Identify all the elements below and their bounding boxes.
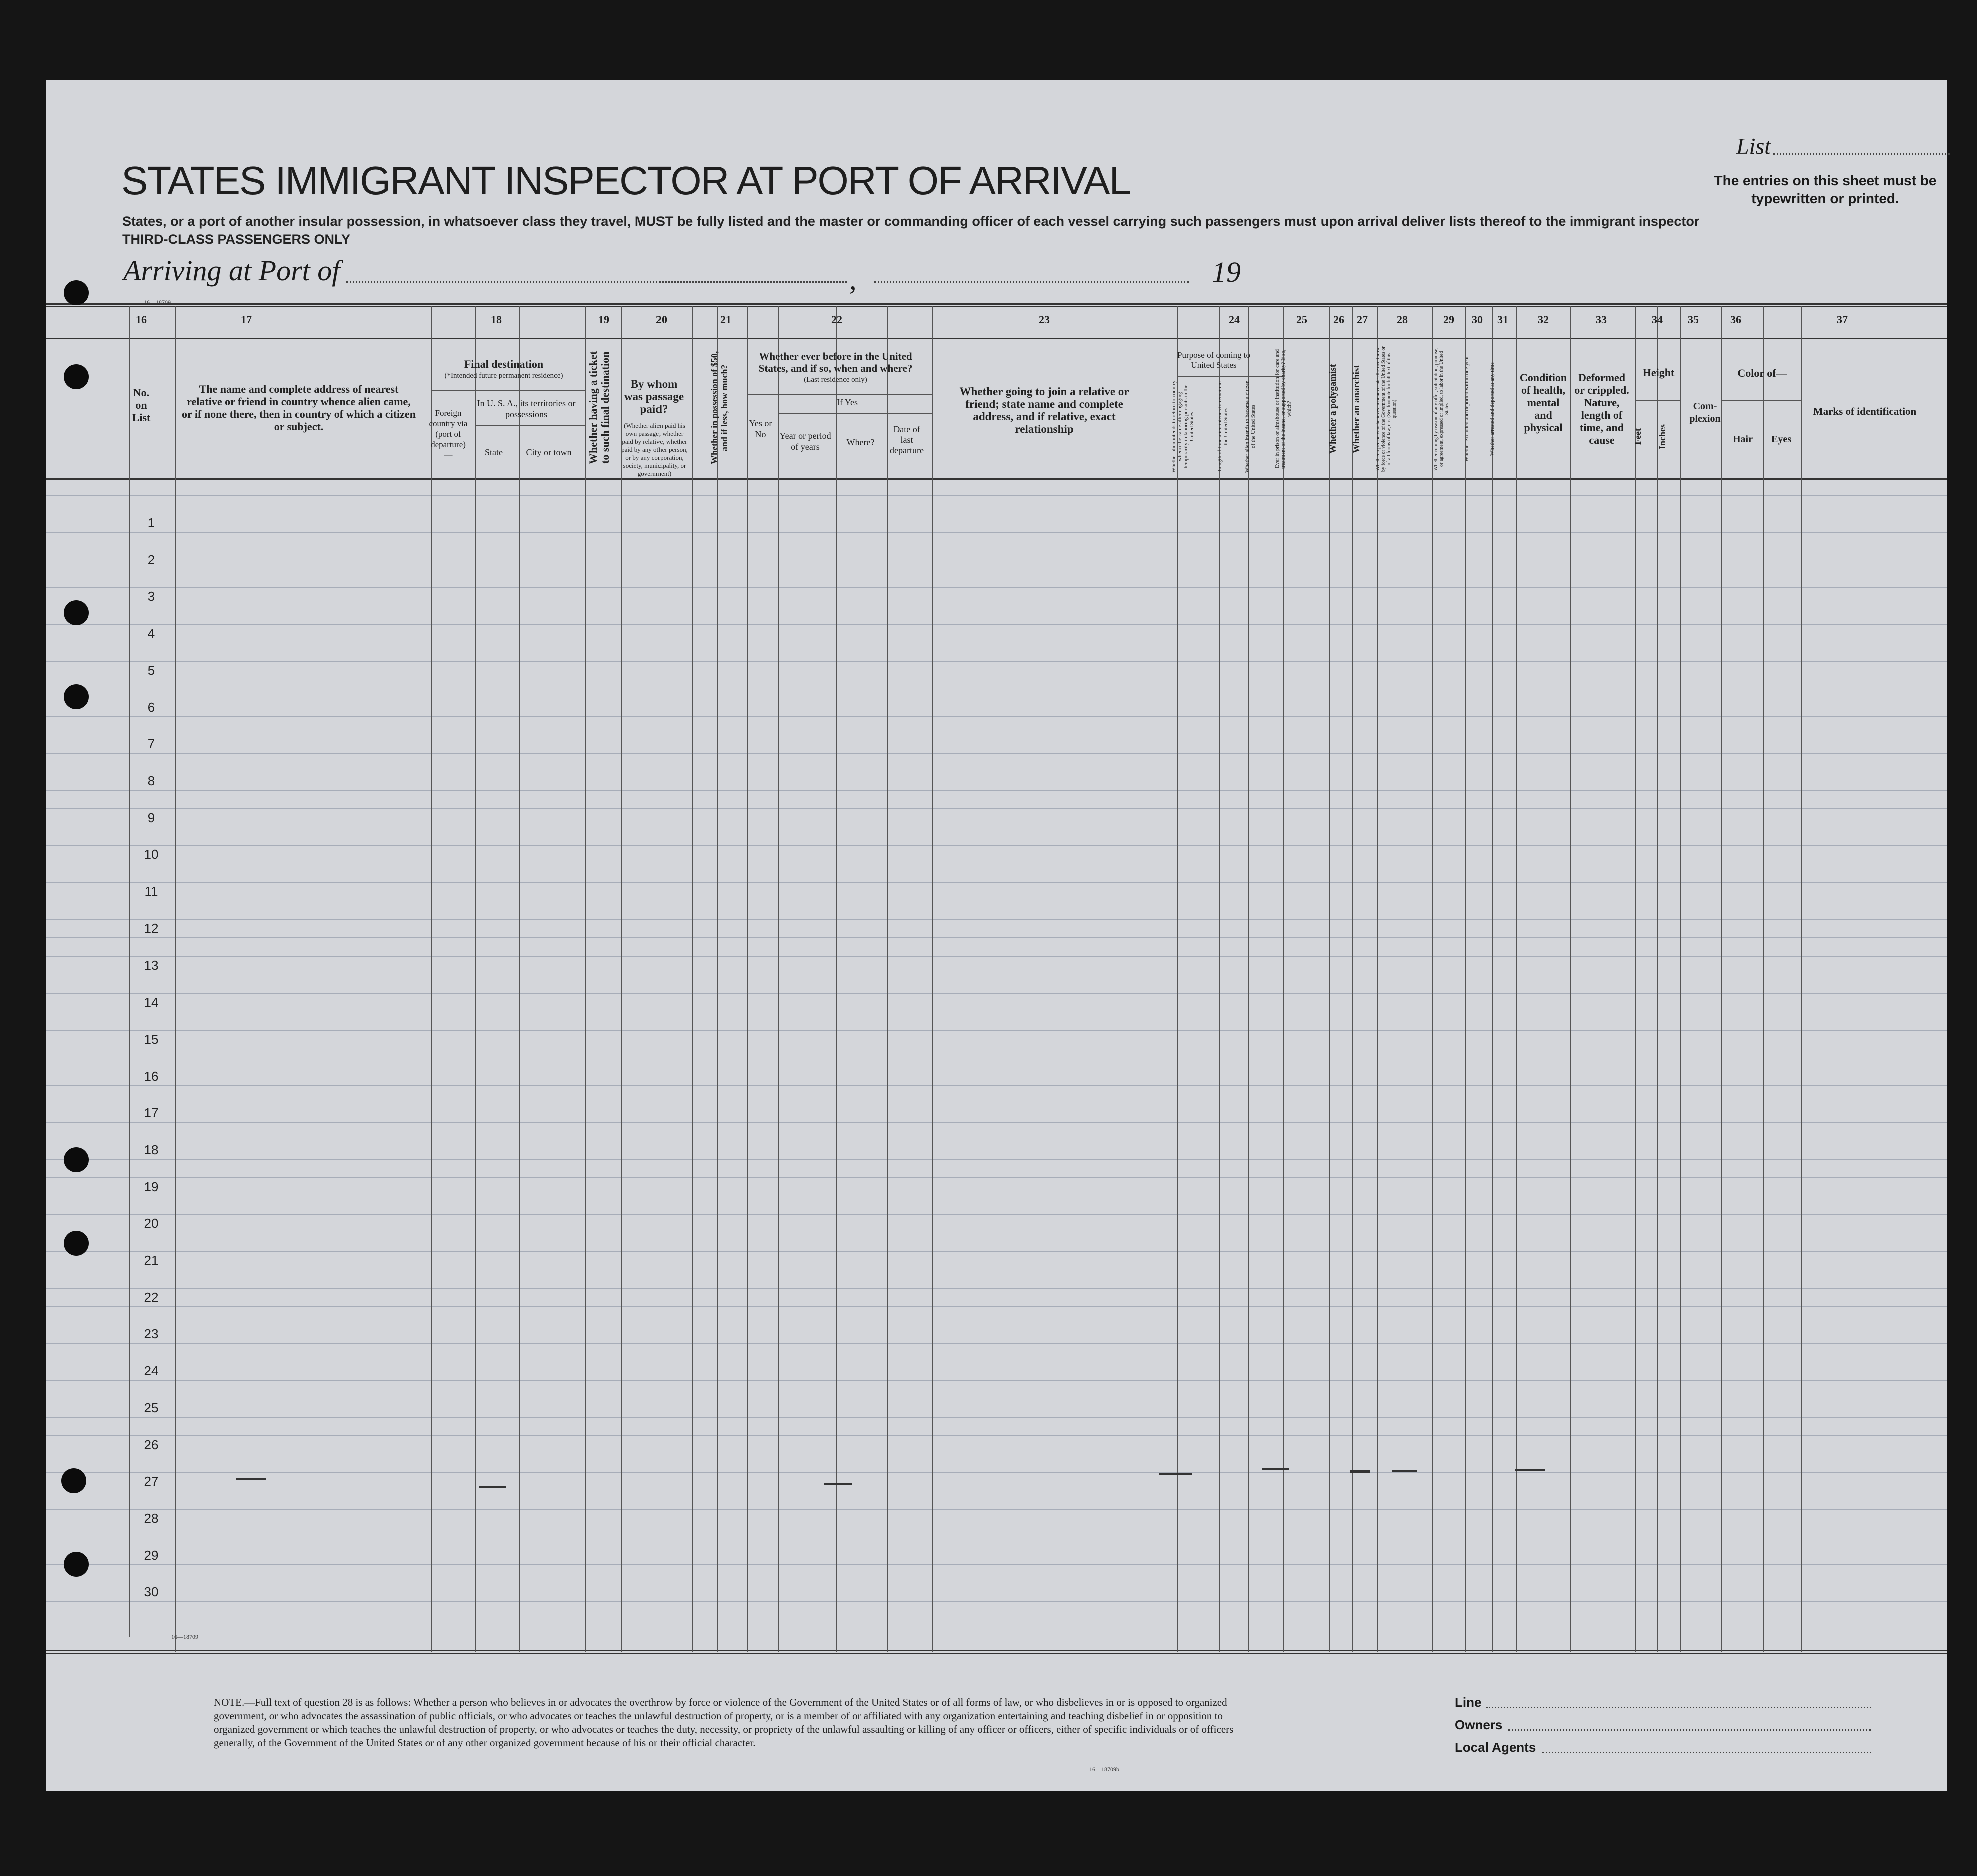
col-33-label: Deformed or crippled. Nature, length of time, and cause (1574, 371, 1629, 446)
col-33-number: 33 (1596, 313, 1607, 326)
row-rule (46, 1030, 1947, 1031)
row-rule (46, 808, 1947, 809)
row-rule (46, 1251, 1947, 1252)
column-divider (1763, 306, 1764, 1652)
ink-mark (1350, 1470, 1370, 1473)
ink-mark (1262, 1468, 1289, 1470)
header-bottom-rule (46, 478, 1947, 480)
col-32-number: 32 (1538, 313, 1549, 326)
row-rule (46, 1159, 1947, 1160)
row-number: 8 (147, 773, 155, 788)
column-divider (1516, 306, 1517, 1652)
row-rule (46, 1343, 1947, 1344)
col-23-number: 23 (1039, 313, 1050, 326)
col-27-number: 27 (1357, 313, 1368, 326)
row-rule (46, 919, 1947, 920)
entries-note: The entries on this sheet must be typewritten or printed. (1714, 173, 1937, 206)
col-18-state: State (485, 447, 503, 457)
col-22-if-yes: If Yes— (836, 397, 867, 407)
list-number-field[interactable] (1773, 153, 1950, 155)
column-divider (1377, 306, 1378, 1652)
column-divider (747, 306, 748, 1652)
row-number: 20 (144, 1216, 159, 1231)
column-divider (431, 306, 432, 1652)
column-divider (717, 306, 718, 1652)
col-22-date: Date of last departure (890, 424, 924, 455)
row-number: 3 (147, 589, 155, 604)
list-label: List (1736, 133, 1771, 159)
row-rule (46, 956, 1947, 957)
local-agents-label: Local Agents (1455, 1740, 1536, 1755)
col-16-number: 16 (136, 313, 147, 326)
punch-hole (64, 1147, 89, 1172)
ink-mark (236, 1478, 266, 1480)
column-divider (1248, 306, 1249, 1652)
subheader-rule (431, 390, 585, 391)
col-22-yes-no: Yes or No (749, 418, 772, 439)
punch-hole (61, 1468, 86, 1493)
row-number: 1 (147, 515, 155, 530)
col-24-number: 24 (1229, 313, 1240, 326)
row-number: 4 (147, 626, 155, 641)
row-number: 14 (144, 995, 159, 1010)
subheader-rule (1721, 400, 1801, 401)
col-17-label: The name and complete address of nearest relative or friend in country whence alien came, or if none there, then in country of which a citizen or subject. (182, 383, 416, 433)
column-divider (1283, 306, 1284, 1652)
header-top-rule-thin (46, 306, 1947, 307)
subheader-rule (475, 425, 585, 426)
row-number: 15 (144, 1031, 159, 1047)
row-rule (46, 790, 1947, 791)
col-17-number: 17 (241, 313, 252, 326)
row-number: 5 (147, 662, 155, 678)
row-number: 19 (144, 1179, 159, 1194)
ink-mark (479, 1486, 506, 1488)
col-32-label: Condition of health, mental and physical (1519, 371, 1567, 434)
punch-hole (64, 364, 89, 389)
column-divider (1329, 306, 1330, 1652)
col-31-number: 31 (1497, 313, 1508, 326)
col-20-number: 20 (656, 313, 667, 326)
punch-hole (64, 684, 89, 709)
col-20-note: (Whether alien paid his own passage, whether paid by relative, whether paid by any other person, or by any corporation, society, municipality, or government) (621, 422, 688, 477)
column-divider (1432, 306, 1433, 1652)
column-divider (1635, 306, 1636, 1652)
row-rule (46, 716, 1947, 717)
row-rule (46, 845, 1947, 846)
row-rule (46, 587, 1947, 588)
row-rule (46, 1288, 1947, 1289)
column-divider (1465, 306, 1466, 1652)
col-26-number: 26 (1333, 313, 1344, 326)
col-26-label: Whether a polygamist (1328, 364, 1338, 454)
column-divider (129, 306, 130, 1637)
column-divider (836, 306, 837, 1652)
col-31-label: Whether arrested and deported at any time (1489, 362, 1495, 456)
col-24-title: Purpose of coming to United States (1177, 350, 1250, 370)
row-number: 16 (144, 1068, 159, 1084)
table-bottom-rule-thin (46, 1653, 1947, 1654)
col-28-label: Whether a person who believes in or advocates the overthrow by force or violence of the Government of the United States or of all forms of law, etc. (See footnote for full text of this question) (1375, 346, 1397, 472)
row-number: 22 (144, 1289, 159, 1305)
row-number: 29 (144, 1547, 159, 1563)
col-19-label: Whether having a ticket to such final destination (587, 351, 611, 465)
column-divider (778, 306, 779, 1652)
row-rule (46, 1601, 1947, 1602)
col-36-hair: Hair (1733, 434, 1753, 445)
col-34-inches: Inches (1657, 424, 1667, 449)
line-label: Line (1455, 1695, 1482, 1710)
col-36-title: Color of— (1737, 367, 1787, 379)
row-number: 25 (144, 1400, 159, 1415)
punch-hole (64, 600, 89, 625)
form-number-middle: 16—18709 (171, 1633, 198, 1640)
ink-mark (1159, 1473, 1192, 1475)
row-number: 26 (144, 1437, 159, 1452)
column-divider (1219, 306, 1220, 1652)
row-number: 11 (144, 884, 158, 899)
manifest-sheet (46, 80, 1947, 1791)
col-27-label: Whether an anarchist (1351, 365, 1362, 453)
column-divider (1352, 306, 1353, 1652)
col-23-label: Whether going to join a relative or friend; state name and complete address, and if relative, exact relationship (959, 385, 1129, 435)
row-number: 10 (144, 847, 159, 862)
ink-mark (1392, 1470, 1417, 1472)
subheader-rule (1177, 376, 1283, 377)
col-34-title: Height (1642, 366, 1675, 379)
column-divider (175, 306, 176, 1652)
col-28-number: 28 (1397, 313, 1408, 326)
col-18-foreign: Foreign country via (port of departure)— (429, 408, 468, 460)
row-rule (46, 882, 1947, 883)
col-19-number: 19 (598, 313, 609, 326)
row-number: 30 (144, 1584, 159, 1600)
column-divider (475, 306, 476, 1652)
row-rule (46, 1472, 1947, 1473)
row-rule (46, 1177, 1947, 1178)
column-divider (1570, 306, 1571, 1652)
col-22-title: Whether ever before in the United States, and if so, when and where? (758, 350, 913, 374)
col-35-number: 35 (1688, 313, 1699, 326)
subheader-rule (747, 394, 932, 395)
column-divider (1801, 306, 1802, 1652)
col-34-feet: Feet (1633, 428, 1643, 445)
row-number: 21 (144, 1253, 159, 1268)
column-divider (932, 306, 933, 1652)
col-22-number: 22 (831, 313, 842, 326)
col-22-where: Where? (846, 437, 875, 447)
header-top-rule (46, 303, 1947, 305)
row-number: 23 (144, 1326, 159, 1342)
instructions-text: States, or a port of another insular possession, in whatsoever class they travel, MUST be fully listed and the master or commanding officer of each vessel carrying such passengers must upon arrival deliver lists thereof to the immigrant inspector (122, 214, 1700, 229)
column-divider (1492, 306, 1493, 1652)
column-number-rule (46, 338, 1947, 339)
col-24-b: Length of time alien intends to remain in the United States (1217, 381, 1229, 472)
row-number: 27 (144, 1474, 159, 1489)
row-rule (46, 532, 1947, 533)
row-number: 12 (144, 920, 159, 936)
subheader-rule (1635, 400, 1680, 401)
col-22-subtitle: (Last residence only) (804, 376, 867, 384)
owners-field[interactable] (1508, 1729, 1871, 1731)
column-divider (621, 306, 622, 1652)
row-rule (46, 1214, 1947, 1215)
col-37-number: 37 (1837, 313, 1848, 326)
comma-separator: , (849, 263, 857, 296)
col-25-label: Ever in prison or almshouse or institution for care and treatment of the insane, or supported by charity? If so, which? (1274, 349, 1292, 469)
col-18-title: Final destination (464, 358, 544, 370)
col-35-label: Com-plexion (1689, 401, 1721, 424)
col-18-number: 18 (491, 313, 502, 326)
col-18-subtitle: (*Intended future permanent residence) (444, 372, 563, 380)
local-agents-field[interactable] (1542, 1752, 1871, 1753)
row-rule (46, 1417, 1947, 1418)
punch-hole (64, 1231, 89, 1256)
column-divider (692, 306, 693, 1652)
row-number: 9 (147, 810, 155, 825)
col-25-number: 25 (1296, 313, 1307, 326)
row-rule (46, 1122, 1947, 1123)
ink-mark (1515, 1469, 1545, 1471)
col-24-a: Whether alien intends to return to country whence he came after engaging temporarily in laboring pursuits in the United States (1171, 380, 1195, 473)
col-18-city: City or town (526, 447, 572, 457)
row-rule (46, 937, 1947, 938)
row-number: 17 (144, 1105, 159, 1121)
year-prefix: 19 (1212, 256, 1241, 288)
column-divider (1657, 306, 1658, 1652)
row-rule (46, 661, 1947, 662)
form-number-top: 16—18709 (144, 299, 171, 306)
owners-label: Owners (1455, 1717, 1503, 1732)
column-divider (1721, 306, 1722, 1652)
column-divider (1680, 306, 1681, 1652)
col-22-year: Year or period of years (779, 431, 831, 452)
question-28-footnote: NOTE.—Full text of question 28 is as follows: Whether a person who believes in or advocates the overthrow by force or violence of the Government of the United States or of all forms of law, or who disbelieves in or is opposed to organized government, or who advocates the assassination of public officials, or who advocates or teaches the unlawful destruction of property, or is a member of or affiliated with any organization entertaining and teaching disbelief in or opposition to organized government or which teaches the unlawful destruction of property, or who advocates or teaches the duty, necessity, or propriety of the unlawful assaulting or killing of any officer or officers, either of specific individuals or of officers generally, of the Government of the United States or of any other organized government because of his or their official character. (214, 1696, 1234, 1749)
col-37-label: Marks of identification (1813, 405, 1917, 417)
col-29-label: Whether coming by reason of any offer, solicitation, promise, or agreement, expressed or implied, to labor in the United States (1433, 347, 1450, 471)
ink-mark (824, 1483, 852, 1485)
row-rule (46, 1564, 1947, 1565)
column-divider (887, 306, 888, 1652)
col-18-usa: In U. S. A., its territories or possessions (477, 398, 576, 419)
column-divider (519, 306, 520, 1652)
col-29-number: 29 (1443, 313, 1454, 326)
row-rule (46, 1085, 1947, 1086)
col-24-c: Whether alien intends to become a citizen of the United States (1244, 380, 1256, 473)
col-30-number: 30 (1472, 313, 1483, 326)
row-rule (46, 624, 1947, 625)
table-bottom-rule (46, 1650, 1947, 1651)
subheader-rule (778, 413, 932, 414)
form-number-bottom: 16—18709b (1089, 1766, 1119, 1773)
row-rule (46, 753, 1947, 754)
row-number: 18 (144, 1142, 159, 1157)
row-rule (46, 1435, 1947, 1436)
column-divider (1177, 306, 1178, 1652)
column-divider (585, 306, 586, 1652)
col-21-number: 21 (720, 313, 731, 326)
row-rule (46, 495, 1947, 496)
line-field[interactable] (1486, 1707, 1871, 1708)
punch-hole (64, 1552, 89, 1577)
col-20-label: By whom was passage paid? (624, 378, 684, 415)
row-rule (46, 1306, 1947, 1307)
arrival-date-field[interactable] (874, 281, 1189, 283)
col-36-number: 36 (1730, 313, 1741, 326)
row-rule (46, 1509, 1947, 1510)
row-number: 28 (144, 1510, 159, 1526)
row-number: 24 (144, 1363, 159, 1379)
passenger-class-note: THIRD-CLASS PASSENGERS ONLY (122, 232, 351, 247)
col-36-eyes: Eyes (1771, 434, 1791, 445)
col-30-label: Whether excluded and deported within one year (1464, 356, 1470, 462)
col-16-label: No. on List (132, 386, 151, 424)
col-34-number: 34 (1652, 313, 1663, 326)
row-number: 7 (147, 736, 155, 752)
punch-hole (64, 280, 89, 305)
page-title: STATES IMMIGRANT INSPECTOR AT PORT OF ARRIVAL (121, 158, 1131, 203)
row-number: 2 (147, 552, 155, 567)
row-number: 6 (147, 699, 155, 715)
row-rule (46, 1380, 1947, 1381)
col-21-label: Whether in possession of $50, and if less, how much? (709, 351, 729, 465)
row-number: 13 (144, 958, 159, 973)
arriving-port-label: Arriving at Port of (123, 254, 340, 287)
arrival-port-field[interactable] (346, 281, 847, 283)
row-rule (46, 993, 1947, 994)
